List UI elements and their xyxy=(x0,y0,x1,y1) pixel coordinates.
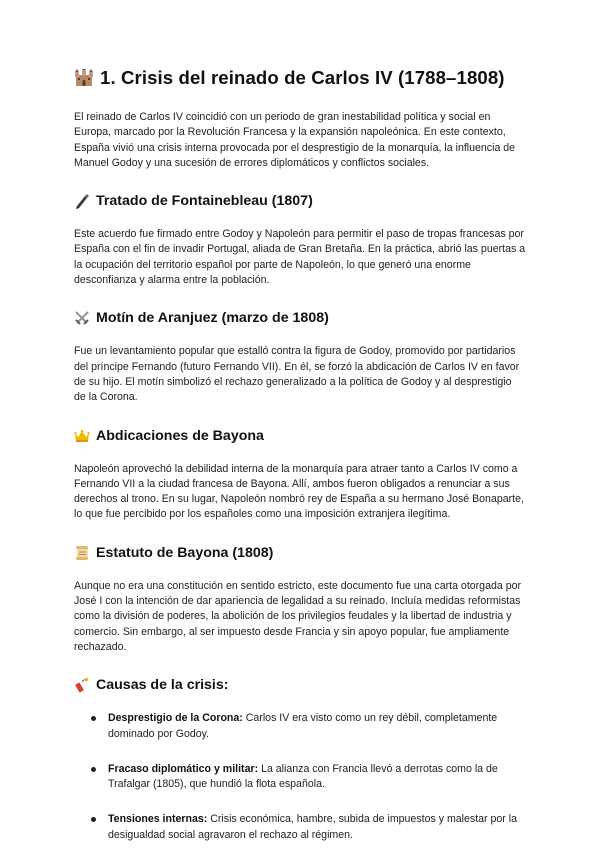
causes-heading xyxy=(74,676,526,694)
dynamite-icon xyxy=(74,677,90,693)
section-body-estatuto: Aunque no era una constitución en sentido estricto, este documento fue una carta otorgada por José I con la intención de dar apariencia de legalidad a su reinado. Incluía medidas reformistas como la división de poderes, la abolición de los privilegios feudales y la libertad de industria y comercio. Sin embargo, al ser impuesto desde Francia y sin apoyo popular, fue ampliamente rechazado. xyxy=(74,579,522,653)
list-item xyxy=(90,762,526,793)
list-item-text: Carlos IV era visto como un rey débil, completamente dominado por Godoy. xyxy=(108,712,498,740)
section-heading-aranjuez xyxy=(74,309,526,327)
list-item-label: Fracaso diplomático y militar: xyxy=(108,762,259,775)
bullet-icon xyxy=(91,767,96,772)
page-title-text: 1. Crisis del reinado de Carlos IV (1788–1808) xyxy=(100,67,505,88)
list-item-label: Desprestigio de la Corona: xyxy=(108,712,243,725)
section-heading-text: Abdicaciones de Bayona xyxy=(96,427,264,444)
list-item-label: Tensiones internas: xyxy=(108,813,208,826)
list-item xyxy=(90,711,526,742)
section-heading-text: Tratado de Fontainebleau (1807) xyxy=(96,193,313,210)
crown-icon xyxy=(74,428,90,444)
bullet-icon xyxy=(91,817,96,822)
intro-paragraph: El reinado de Carlos IV coincidió con un periodo de gran inestabilidad política y social en Europa, marcado por la Revolución Francesa y la expansión napoleónica. En este contexto, España vivió una crisis interna provocada por el desprestigio de la monarquía, la influencia de Manuel Godoy y una sucesión de errores diplomáticos y conflictos sociales. xyxy=(74,111,516,169)
causes-heading-text: Causas de la crisis: xyxy=(96,677,229,694)
list-item-text: Crisis económica, hambre, subida de impuestos y malestar por la desigualdad social agravaron el rechazo al régimen. xyxy=(108,813,518,841)
section-body-abdicaciones: Napoleón aprovechó la debilidad interna de la monarquía para atraer tanto a Carlos IV como a Fernando VII a la ciudad francesa de Bayona. Allí, ambos fueron obligados a renunciar a sus derechos al trono. En su lugar, Napoleón nombró rey de España a su hermano José Bonaparte, lo que fue percibido por los españoles como una imposición extranjera ilegítima. xyxy=(74,462,524,521)
section-body-fontainebleau: Este acuerdo fue firmado entre Godoy y Napoleón para permitir el paso de tropas francesas por España con el fin de invadir Portugal, aliada de Gran Bretaña. En la práctica, abrió las puertas a la ocupación del territorio español por parte de Napoleón, lo que generó una enorme desconfianza y alarma entre la población. xyxy=(74,228,526,287)
list-item-text: La alianza con Francia llevó a derrotas como la de Trafalgar (1805), que hundió la flota española. xyxy=(108,762,498,791)
section-heading-fontainebleau xyxy=(74,192,526,210)
section-heading-text: Estatuto de Bayona (1808) xyxy=(96,544,274,561)
scroll-icon xyxy=(74,545,90,561)
castle-icon xyxy=(74,69,94,87)
bullet-icon xyxy=(91,716,96,721)
section-body-aranjuez: Fue un levantamiento popular que estalló contra la figura de Godoy, promovido por partidarios del príncipe Fernando (futuro Fernando VII). En él, se forzó la abdicación de Carlos IV en favor de su hijo. El motín simbolizó el rechazo generalizado a la política de Godoy y al desprestigio de la Corona. xyxy=(74,345,520,404)
crossed-swords-icon xyxy=(74,310,90,326)
pen-icon xyxy=(74,193,90,209)
section-heading-estatuto xyxy=(74,544,526,562)
page-title xyxy=(74,66,526,90)
list-item xyxy=(90,812,526,843)
section-heading-text: Motín de Aranjuez (marzo de 1808) xyxy=(96,310,329,327)
causes-list xyxy=(74,711,526,843)
section-heading-abdicaciones xyxy=(74,427,526,445)
